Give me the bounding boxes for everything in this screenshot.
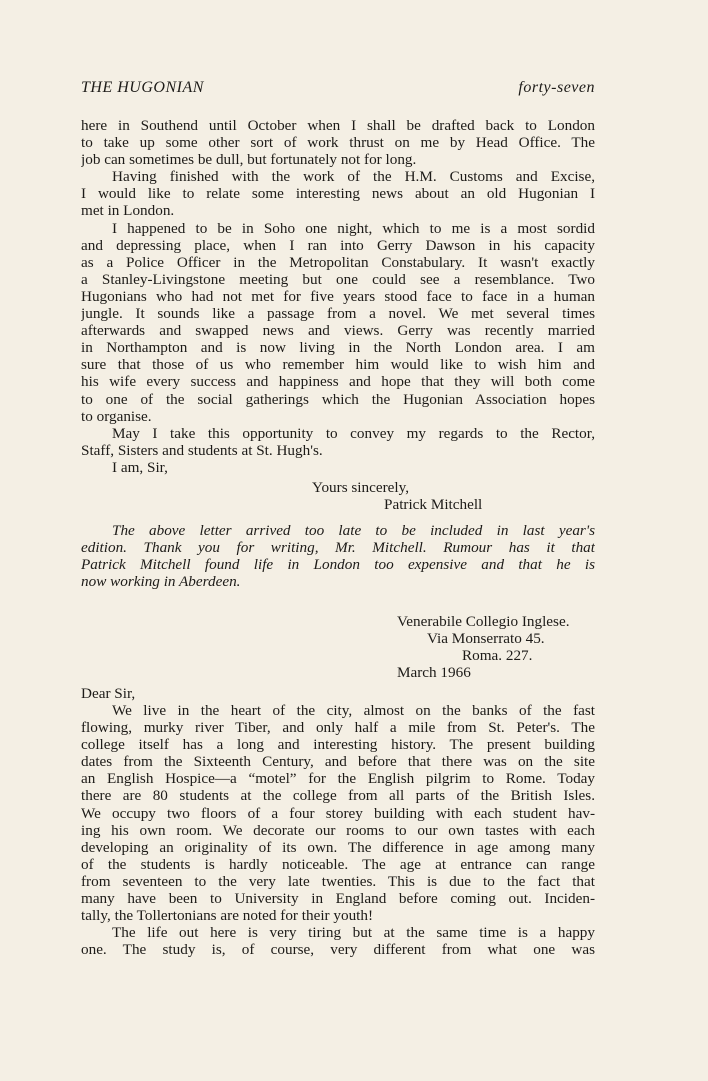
text-line: now working in Aberdeen. (81, 573, 241, 591)
text-line: here in Southend until October when I shall be drafted back to London (81, 117, 595, 134)
text-line: ing his own room. We decorate our rooms to our own tastes with each (81, 821, 595, 839)
paragraph-work (81, 117, 595, 168)
paragraph-regards (81, 425, 595, 459)
text-line: from seventeen to the very late twenties. This is due to the fact that (81, 872, 595, 890)
text-line: sure that those of us who remember him would like to wish him and (81, 356, 595, 374)
closing-i-am: I am, Sir, (112, 458, 168, 476)
text-line: and depressing place, when I ran into Gerry Dawson in his capacity (81, 236, 595, 254)
signature-name: Patrick Mitchell (384, 496, 483, 514)
closing-yours: Yours sincerely, (312, 478, 410, 496)
text-line: We occupy two floors of a four storey building with each student hav- (81, 804, 595, 822)
text-line: an English Hospice—a “motel” for the English pilgrim to Rome. Today (81, 770, 595, 788)
text-line: his wife every success and happiness and hope that they will both come (81, 373, 595, 391)
text-line: in Northampton and is now living in the North London area. I am (81, 339, 595, 357)
text-line: of the students is hardly noticeable. The age at entrance can range (81, 855, 595, 873)
text-line: to organise. (81, 407, 152, 425)
journal-title: THE HUGONIAN (81, 79, 204, 96)
text-line: Having finished with the work of the H.M. Customs and Excise, (112, 168, 595, 186)
text-line: developing an originality of its own. The difference in age among many (81, 838, 595, 856)
text-line: dates from the Sixteenth Century, and before that there was on the site (81, 753, 595, 771)
text-line: tally, the Tollertonians are noted for their youth! (81, 907, 374, 925)
text-line: a Stanley-Livingstone meeting but one could see a resemblance. Two (81, 270, 595, 288)
text-line: The life out here is very tiring but at the same time is a happy (112, 924, 595, 942)
page-number: forty-seven (518, 79, 595, 96)
text-line: I would like to relate some interesting news about an old Hugonian I (81, 185, 595, 203)
sender-address (81, 613, 595, 681)
running-header (81, 79, 595, 97)
letter-date: March 1966 (397, 663, 471, 681)
text-line: college itself has a long and interesting history. The present building (81, 736, 595, 754)
paragraph-customs (81, 168, 595, 219)
text-line: edition. Thank you for writing, Mr. Mitchell. Rumour has it that (81, 539, 595, 557)
address-line: Venerabile Collegio Inglese. (397, 612, 570, 630)
text-line: I happened to be in Soho one night, which to me is a most sordid (112, 219, 595, 237)
text-line: as a Police Officer in the Metropolitan Constabulary. It wasn't exactly (81, 253, 595, 271)
text-line: jungle. It sounds like a passage from a novel. We met several times (81, 305, 595, 323)
text-line: The above letter arrived too late to be included in last year's (112, 522, 595, 540)
address-line: Roma. 227. (462, 646, 533, 664)
letter-body (81, 117, 595, 958)
text-line: there are 80 students at the college from all parts of the British Isles. (81, 787, 595, 805)
text-line: Hugonians who had not met for five years stood face to face in a human (81, 287, 595, 305)
salutation: Dear Sir, (81, 684, 136, 702)
address-line: Via Monserrato 45. (427, 629, 545, 647)
text-line: Staff, Sisters and students at St. Hugh's. (81, 441, 323, 459)
text-line: to take up some other sort of work thrust on me by Head Office. The (81, 134, 595, 152)
paragraph-rome (81, 702, 595, 924)
text-line: We live in the heart of the city, almost on the banks of the fast (112, 702, 595, 719)
paragraph-soho (81, 220, 595, 425)
editor-note (81, 522, 595, 590)
text-line: afterwards and swapped news and views. Gerry was recently married (81, 322, 595, 340)
text-line: met in London. (81, 202, 175, 220)
text-line: flowing, murky river Tiber, and only half a mile from St. Peter's. The (81, 719, 595, 737)
closing (81, 459, 595, 513)
text-line: Patrick Mitchell found life in London too expensive and that he is (81, 556, 595, 574)
text-line: May I take this opportunity to convey my regards to the Rector, (112, 424, 595, 442)
paragraph-life (81, 924, 595, 958)
text-line: many have been to University in England before coming out. Inciden- (81, 890, 595, 908)
text-line: to one of the social gatherings which the Hugonian Association hopes (81, 390, 595, 408)
text-line: one. The study is, of course, very different from what one was (81, 941, 595, 959)
text-line: job can sometimes be dull, but fortunately not for long. (81, 151, 417, 169)
